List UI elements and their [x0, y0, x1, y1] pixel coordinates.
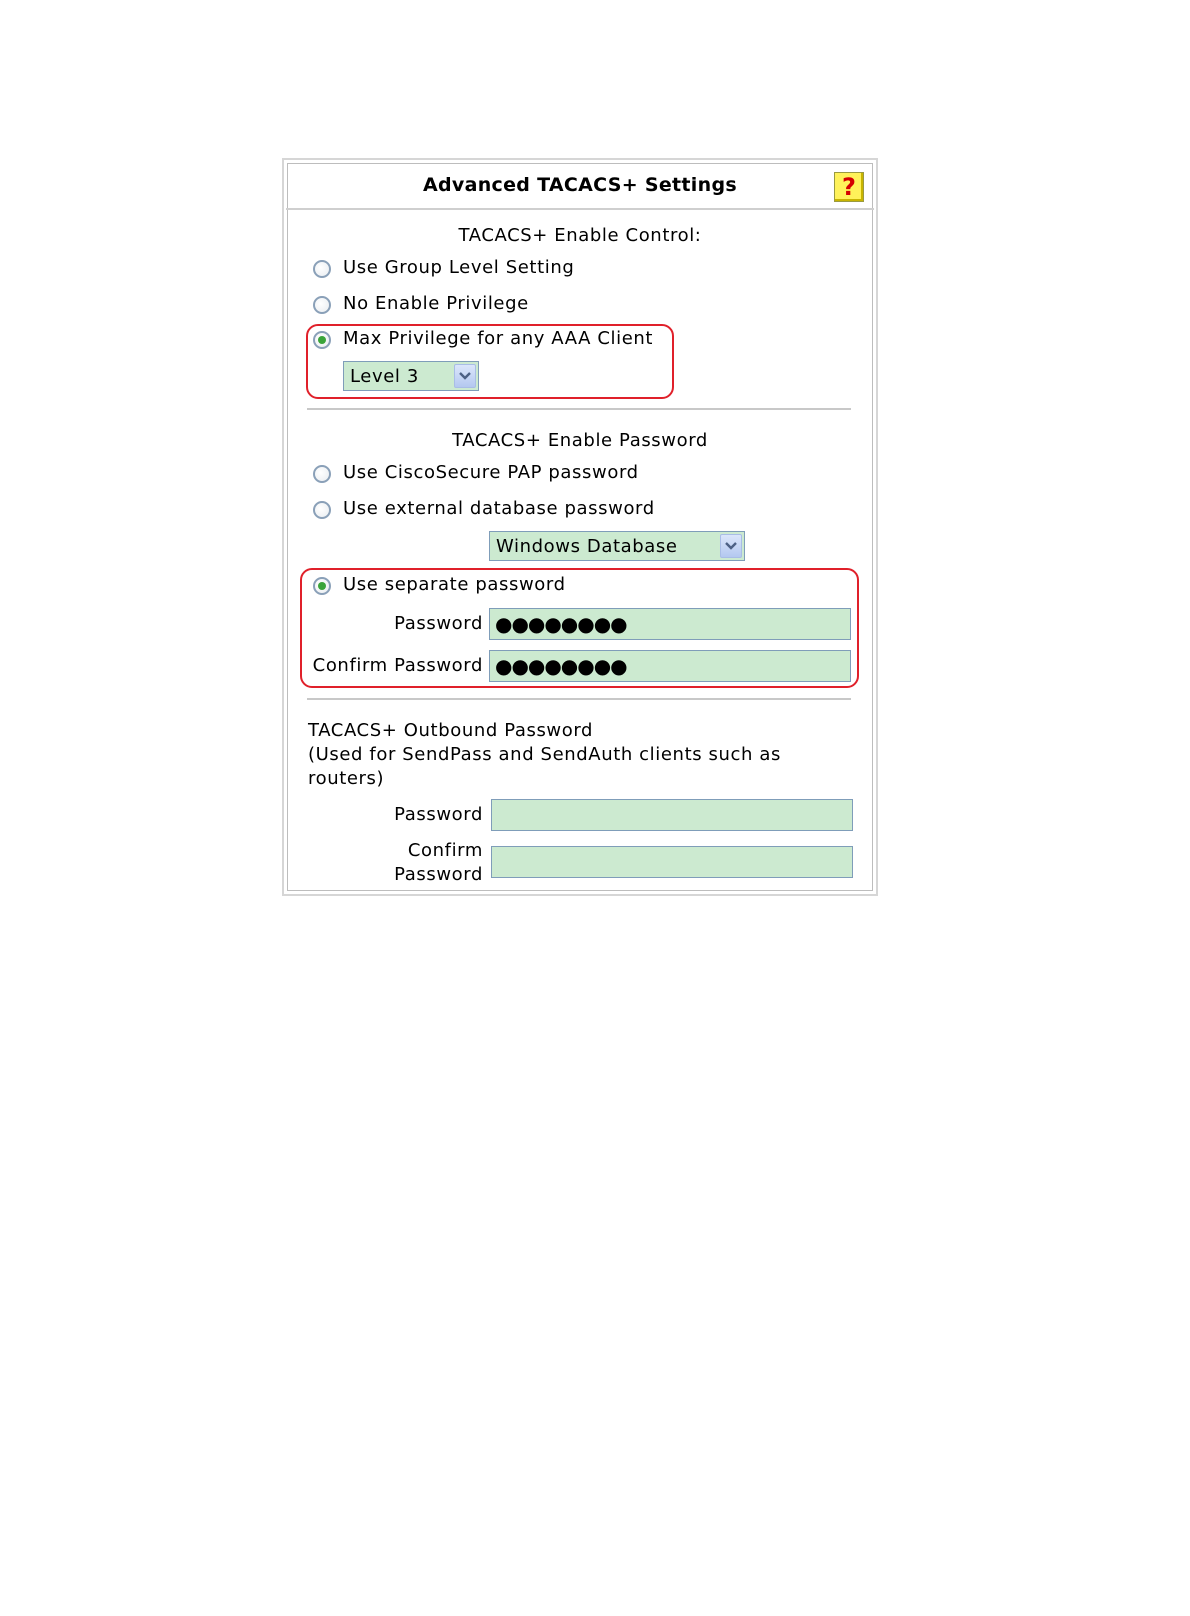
level-select-value: Level 3 — [350, 366, 419, 387]
radio-external-database[interactable] — [313, 501, 331, 519]
password-field-value: ●●●●●●●● — [495, 612, 627, 636]
outbound-password-label: Password — [394, 804, 483, 825]
section-divider — [307, 408, 851, 411]
enable-password-heading: TACACS+ Enable Password — [452, 430, 708, 451]
question-mark-icon[interactable]: ? — [834, 172, 864, 202]
section-divider — [307, 698, 851, 701]
database-select-value: Windows Database — [496, 536, 678, 557]
radio-no-enable-privilege[interactable] — [313, 296, 331, 314]
radio-label-no-enable-privilege: No Enable Privilege — [343, 293, 529, 314]
radio-separate-password[interactable] — [313, 577, 331, 595]
outbound-password-field[interactable] — [491, 799, 853, 831]
outbound-password-note: (Used for SendPass and SendAuth clients such as — [308, 744, 781, 765]
panel-header — [286, 162, 874, 210]
outbound-confirm-label-line2: Password — [394, 864, 483, 885]
radio-label-ciscosecure-pap: Use CiscoSecure PAP password — [343, 462, 639, 483]
radio-label-separate-password: Use separate password — [343, 574, 566, 595]
outbound-password-heading: TACACS+ Outbound Password — [308, 720, 594, 741]
radio-label-external-database: Use external database password — [343, 498, 655, 519]
confirm-password-label: Confirm Password — [312, 655, 483, 676]
level-select[interactable] — [343, 361, 479, 391]
enable-control-heading: TACACS+ Enable Control: — [458, 225, 702, 246]
chevron-down-icon[interactable] — [720, 534, 742, 558]
outbound-password-note-cont: routers) — [308, 768, 385, 789]
radio-label-use-group-level: Use Group Level Setting — [343, 257, 575, 278]
panel-title: Advanced TACACS+ Settings — [423, 174, 737, 196]
password-field[interactable] — [489, 608, 851, 640]
radio-label-max-privilege: Max Privilege for any AAA Client — [343, 328, 654, 349]
confirm-password-field[interactable] — [489, 650, 851, 682]
database-select[interactable] — [489, 531, 745, 561]
radio-ciscosecure-pap[interactable] — [313, 465, 331, 483]
radio-use-group-level[interactable] — [313, 260, 331, 278]
outbound-confirm-password-field[interactable] — [491, 846, 853, 878]
password-label: Password — [394, 613, 483, 634]
outbound-confirm-label-line1: Confirm — [407, 840, 483, 861]
chevron-down-icon[interactable] — [454, 364, 476, 388]
confirm-password-field-value: ●●●●●●●● — [495, 654, 627, 678]
radio-max-privilege[interactable] — [313, 331, 331, 349]
